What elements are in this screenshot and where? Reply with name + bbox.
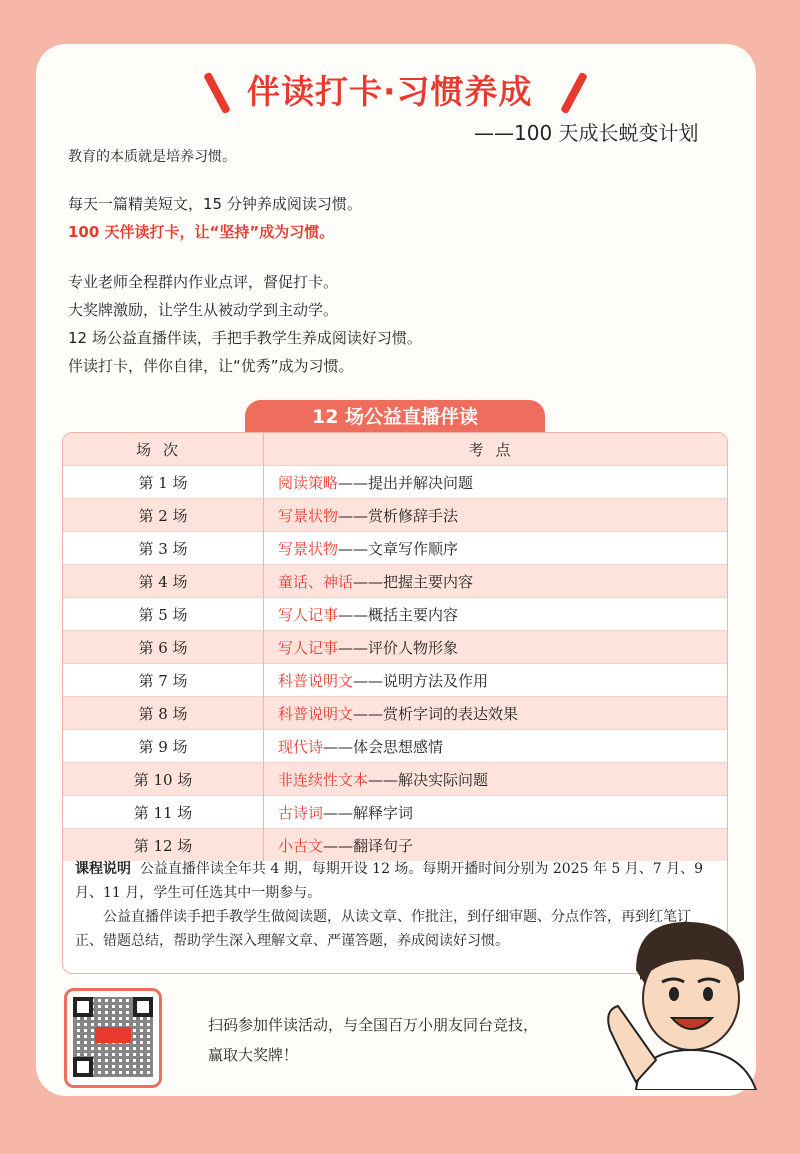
qr-finder-top-right (133, 997, 153, 1017)
topic-name: 写人记事 (278, 638, 339, 657)
session-cell: 第 8 场 (63, 697, 264, 730)
session-cell: 第 10 场 (63, 763, 264, 796)
intro-line-6: 伴读打卡，伴你自律，让“优秀”成为习惯。 (68, 357, 354, 375)
topic-name: 写人记事 (278, 605, 339, 624)
session-cell: 第 9 场 (63, 730, 264, 763)
topic-name: 童话、神话 (278, 572, 354, 591)
topic-name: 阅读策略 (278, 473, 339, 492)
topic-detail: ——解释字词 (323, 803, 414, 822)
table-row (63, 796, 727, 829)
qr-code[interactable] (64, 988, 162, 1088)
intro-lead: 教育的本质就是培养习惯。 (68, 149, 236, 165)
topic-detail: ——赏析字词的表达效果 (353, 704, 519, 723)
title-slash-left (203, 72, 231, 115)
schedule-table (63, 433, 727, 861)
topic-cell (264, 796, 728, 829)
session-cell: 第 6 场 (63, 631, 264, 664)
intro-line-2: 100 天伴读打卡，让“坚持”成为习惯。 (68, 223, 335, 241)
topic-cell (264, 466, 728, 499)
table-row (63, 565, 727, 598)
topic-name: 科普说明文 (278, 704, 354, 723)
session-cell: 第 12 场 (63, 829, 264, 862)
table-row (63, 697, 727, 730)
session-cell: 第 2 场 (63, 499, 264, 532)
topic-cell (264, 697, 728, 730)
topic-name: 非连续性文本 (278, 770, 369, 789)
topic-name: 小古文 (278, 836, 324, 855)
header (0, 58, 800, 118)
intro-line-4: 大奖牌激励，让学生从被动学到主动学。 (68, 301, 339, 319)
table-row (63, 664, 727, 697)
table-row (63, 730, 727, 763)
session-cell: 第 11 场 (63, 796, 264, 829)
notes-text: 公益直播伴读全年共 4 期，每期开设 12 场。每期开播时间分别为 2025 年 5 月、7 月、9 月、11 月，学生可任选其中一期参与。 (75, 861, 704, 901)
topic-cell (264, 763, 728, 796)
session-cell: 第 5 场 (63, 598, 264, 631)
table-row (63, 763, 727, 796)
page-title: 伴读打卡·习惯养成 (247, 72, 533, 111)
qr-finder-bottom-left (73, 1057, 93, 1077)
table-row (63, 631, 727, 664)
topic-detail: ——赏析修辞手法 (338, 506, 459, 525)
topic-cell (264, 499, 728, 532)
topic-cell (264, 532, 728, 565)
session-cell: 第 4 场 (63, 565, 264, 598)
topic-name: 现代诗 (278, 737, 324, 756)
col-topic-header: 考点 (264, 433, 728, 466)
topic-detail: ——概括主要内容 (338, 605, 459, 624)
table-row (63, 532, 727, 565)
topic-detail: ——翻译句子 (323, 836, 414, 855)
topic-name: 古诗词 (278, 803, 324, 822)
intro-line-1: 每天一篇精美短文，15 分钟养成阅读习惯。 (68, 195, 362, 213)
title-slash-right (560, 72, 588, 115)
notes-text-2: 公益直播伴读手把手教学生做阅读题，从读文章、作批注，到仔细审题、分点作答，再到红笔订正、错题总结，帮助学生深入理解文章、严谨答题，养成阅读好习惯。 (75, 909, 691, 949)
boy-mascot-illustration (596, 910, 766, 1090)
qr-finder-top-left (73, 997, 93, 1017)
intro-line-5: 12 场公益直播伴读，手把手教学生养成阅读好习惯。 (68, 329, 422, 347)
topic-detail: ——把握主要内容 (353, 572, 474, 591)
promo-text (208, 1010, 608, 1070)
topic-detail: ——提出并解决问题 (338, 473, 474, 492)
schedule-label: 12 场公益直播伴读 (245, 400, 545, 434)
col-session-header: 场次 (63, 433, 264, 466)
topic-detail: ——解决实际问题 (368, 770, 489, 789)
session-cell: 第 7 场 (63, 664, 264, 697)
topic-cell (264, 631, 728, 664)
session-cell: 第 1 场 (63, 466, 264, 499)
schedule-box (62, 432, 728, 974)
topic-cell (264, 598, 728, 631)
page-subtitle: ——100 天成长蜕变计划 (474, 121, 699, 145)
topic-detail: ——体会思想感情 (323, 737, 444, 756)
table-row (63, 466, 727, 499)
topic-detail: ——评价人物形象 (338, 638, 459, 657)
topic-detail: ——说明方法及作用 (353, 671, 489, 690)
topic-name: 写景状物 (278, 506, 339, 525)
table-row (63, 598, 727, 631)
qr-center-logo (95, 1027, 131, 1043)
notes-label: 课程说明 (75, 861, 131, 877)
topic-name: 科普说明文 (278, 671, 354, 690)
topic-name: 写景状物 (278, 539, 339, 558)
session-cell: 第 3 场 (63, 532, 264, 565)
promo-line-2: 赢取大奖牌！ (208, 1046, 299, 1064)
topic-detail: ——文章写作顺序 (338, 539, 459, 558)
table-row (63, 499, 727, 532)
topic-cell (264, 730, 728, 763)
topic-cell (264, 565, 728, 598)
intro-line-3: 专业老师全程群内作业点评，督促打卡。 (68, 273, 339, 291)
topic-cell (264, 664, 728, 697)
promo-line-1: 扫码参加伴读活动，与全国百万小朋友同台竞技， (208, 1016, 539, 1034)
